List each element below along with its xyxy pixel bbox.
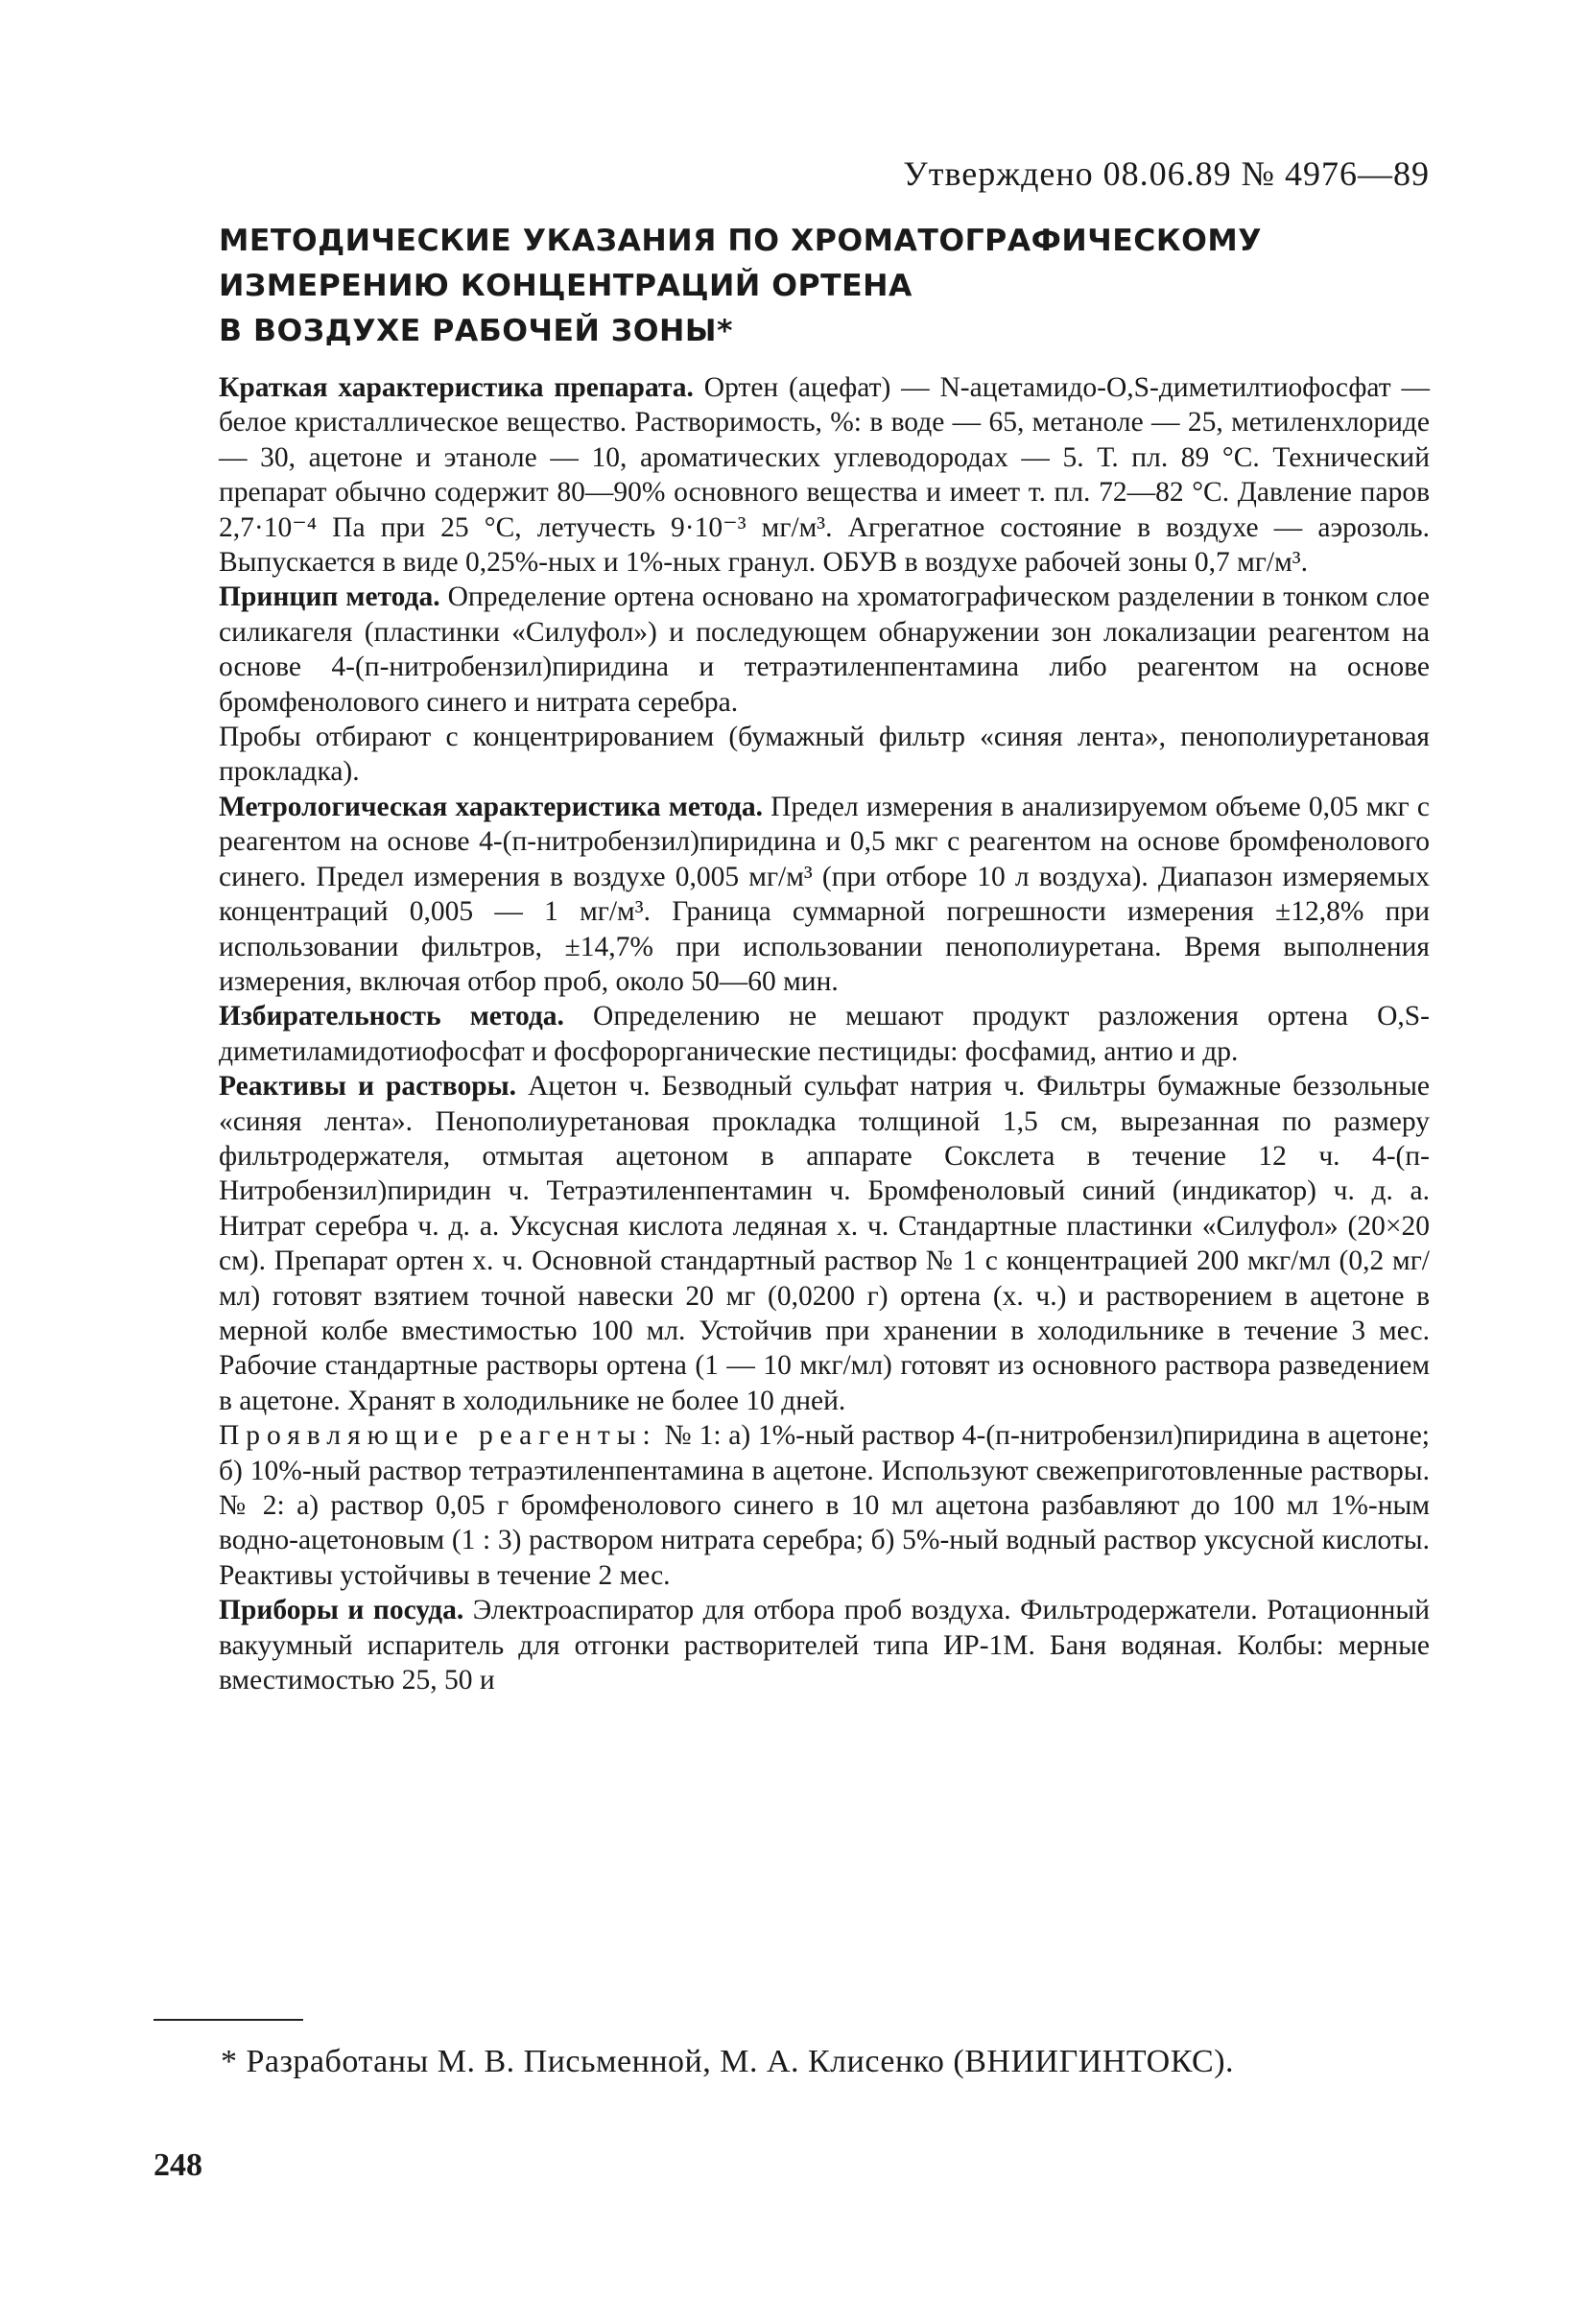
- paragraph-text: Электроаспиратор для отбора проб воздуха. Фильтродержатели. Ротационный вакуумный испаритель для отгонки растворителей типа ИР-1М. Баня водяная. Колбы: мерные вместимостью 25, 50 и: [219, 1595, 1430, 1696]
- page-number: 248: [154, 2147, 202, 2183]
- paragraph-text: № 1: а) 1%-ный раствор 4-(п-нитробензил)пиридина в ацетоне; б) 10%-ный раствор тетраэтиленпентамина в ацетоне. Используют свежеприготовленные растворы. № 2: а) раствор 0,05 г бромфенолового синего в 10 мл ацетона разбавляют до 100 мл 1%-ным водно-ацетоновым (1 : 3) раствором нитрата серебра; б) 5%-ный водный раствор уксусной кислоты. Реактивы устойчивы в течение 2 мес.: [219, 1420, 1430, 1591]
- footnote: * Разработаны М. В. Письменной, М. А. Клисенко (ВНИИГИНТОКС).: [221, 2044, 1235, 2079]
- paragraph-lead: Приборы и посуда.: [219, 1595, 464, 1626]
- title-line-1: МЕТОДИЧЕСКИЕ УКАЗАНИЯ ПО ХРОМАТОГРАФИЧЕСКОМУ: [219, 224, 1262, 258]
- paragraph-lead: Реактивы и растворы.: [219, 1071, 517, 1103]
- paragraph-equipment: [219, 1593, 1430, 1697]
- document-title: [219, 219, 1351, 354]
- paragraph-text: Пробы отбирают с концентрированием (бумажный фильтр «синяя лента», пенополиуретановая прокладка).: [219, 722, 1430, 788]
- title-line-3: В ВОЗДУХЕ РАБОЧЕЙ ЗОНЫ*: [219, 314, 733, 348]
- paragraph-reagents: [219, 1069, 1430, 1418]
- paragraph-lead: Проявляющие реагенты:: [219, 1420, 657, 1452]
- paragraph-developers: [219, 1418, 1430, 1593]
- document-body: [219, 370, 1430, 1697]
- paragraph-characteristic: [219, 370, 1430, 580]
- paragraph-text: Определению не мешают продукт разложения ортена O,S-диметиламидотиофосфат и фосфорорганические пестициды: фосфамид, антио и др.: [219, 1001, 1430, 1067]
- paragraph-text: Предел измерения в анализируемом объеме 0,05 мкг с реагентом на основе 4-(п-нитробензил)пиридина и 0,5 мкг с реагентом на основе бромфенолового синего. Предел измерения в воздухе 0,005 мг/м³ (при отборе 10 л воздуха). Диапазон измеряемых концентраций 0,005 — 1 мг/м³. Граница суммарной погрешности измерения ±12,8% при использовании фильтров, ±14,7% при использовании пенополиуретана. Время выполнения измерения, включая отбор проб, около 50—60 мин.: [219, 791, 1430, 997]
- paragraph-metrology: [219, 790, 1430, 999]
- paragraph-lead: Принцип метода.: [219, 581, 440, 613]
- paragraph-text: Ацетон ч. Безводный сульфат натрия ч. Фильтры бумажные беззольные «синяя лента». Пенополиуретановая прокладка толщиной 1,5 см, вырезанная по размеру фильтродержателя, отмытая ацетоном в аппарате Сокслета в течение 12 ч. 4-(п-Нитробензил)пиридин ч. Тетраэтиленпентамин ч. Бромфеноловый синий (индикатор) ч. д. а. Нитрат серебра ч. д. а. Уксусная кислота ледяная х. ч. Стандартные пластинки «Силуфол» (20×20 см). Препарат ортен х. ч. Основной стандартный раствор № 1 с концентрацией 200 мкг/мл (0,2 мг/мл) готовят взятием точной навески 20 мг (0,0200 г) ортена (х. ч.) и растворением в ацетоне в мерной колбе вместимостью 100 мл. Устойчив при хранении в холодильнике в течение 3 мес. Рабочие стандартные растворы ортена (1 — 10 мкг/мл) готовят из основного раствора разведением в ацетоне. Хранят в холодильнике не более 10 дней.: [219, 1071, 1430, 1416]
- footnote-divider: [154, 2019, 303, 2021]
- paragraph-lead: Метрологическая характеристика метода.: [219, 791, 763, 822]
- paragraph-lead: Избирательность метода.: [219, 1001, 564, 1032]
- approval-line: Утверждено 08.06.89 № 4976—89: [903, 154, 1430, 193]
- paragraph-text: Определение ортена основано на хроматографическом разделении в тонком слое силикагеля (пластинки «Силуфол») и последующем обнаружении зон локализации реагентом на основе 4-(п-нитробензил)пиридина и тетраэтиленпентамина либо реагентом на основе бромфенолового синего и нитрата серебра.: [219, 581, 1431, 718]
- paragraph-sampling: [219, 720, 1430, 790]
- paragraph-principle: [219, 580, 1430, 720]
- paragraph-selectivity: [219, 999, 1430, 1069]
- paragraph-text: Ортен (ацефат) — N-ацетамидо-O,S-диметилтиофосфат — белое кристаллическое вещество. Растворимость, %: в воде — 65, метаноле — 25, метиленхлориде — 30, ацетоне и этаноле — 10, ароматических углеводородах — 5. Т. пл. 89 °С. Технический препарат обычно содержит 80—90% основного вещества и имеет т. пл. 72—82 °С. Давление паров 2,7·10⁻⁴ Па при 25 °С, летучесть 9·10⁻³ мг/м³. Агрегатное состояние в воздухе — аэрозоль. Выпускается в виде 0,25%-ных и 1%-ных гранул. ОБУВ в воздухе рабочей зоны 0,7 мг/м³.: [219, 372, 1430, 579]
- title-line-2: ИЗМЕРЕНИЮ КОНЦЕНТРАЦИЙ ОРТЕНА: [219, 269, 913, 303]
- paragraph-lead: Краткая характеристика препарата.: [219, 372, 694, 403]
